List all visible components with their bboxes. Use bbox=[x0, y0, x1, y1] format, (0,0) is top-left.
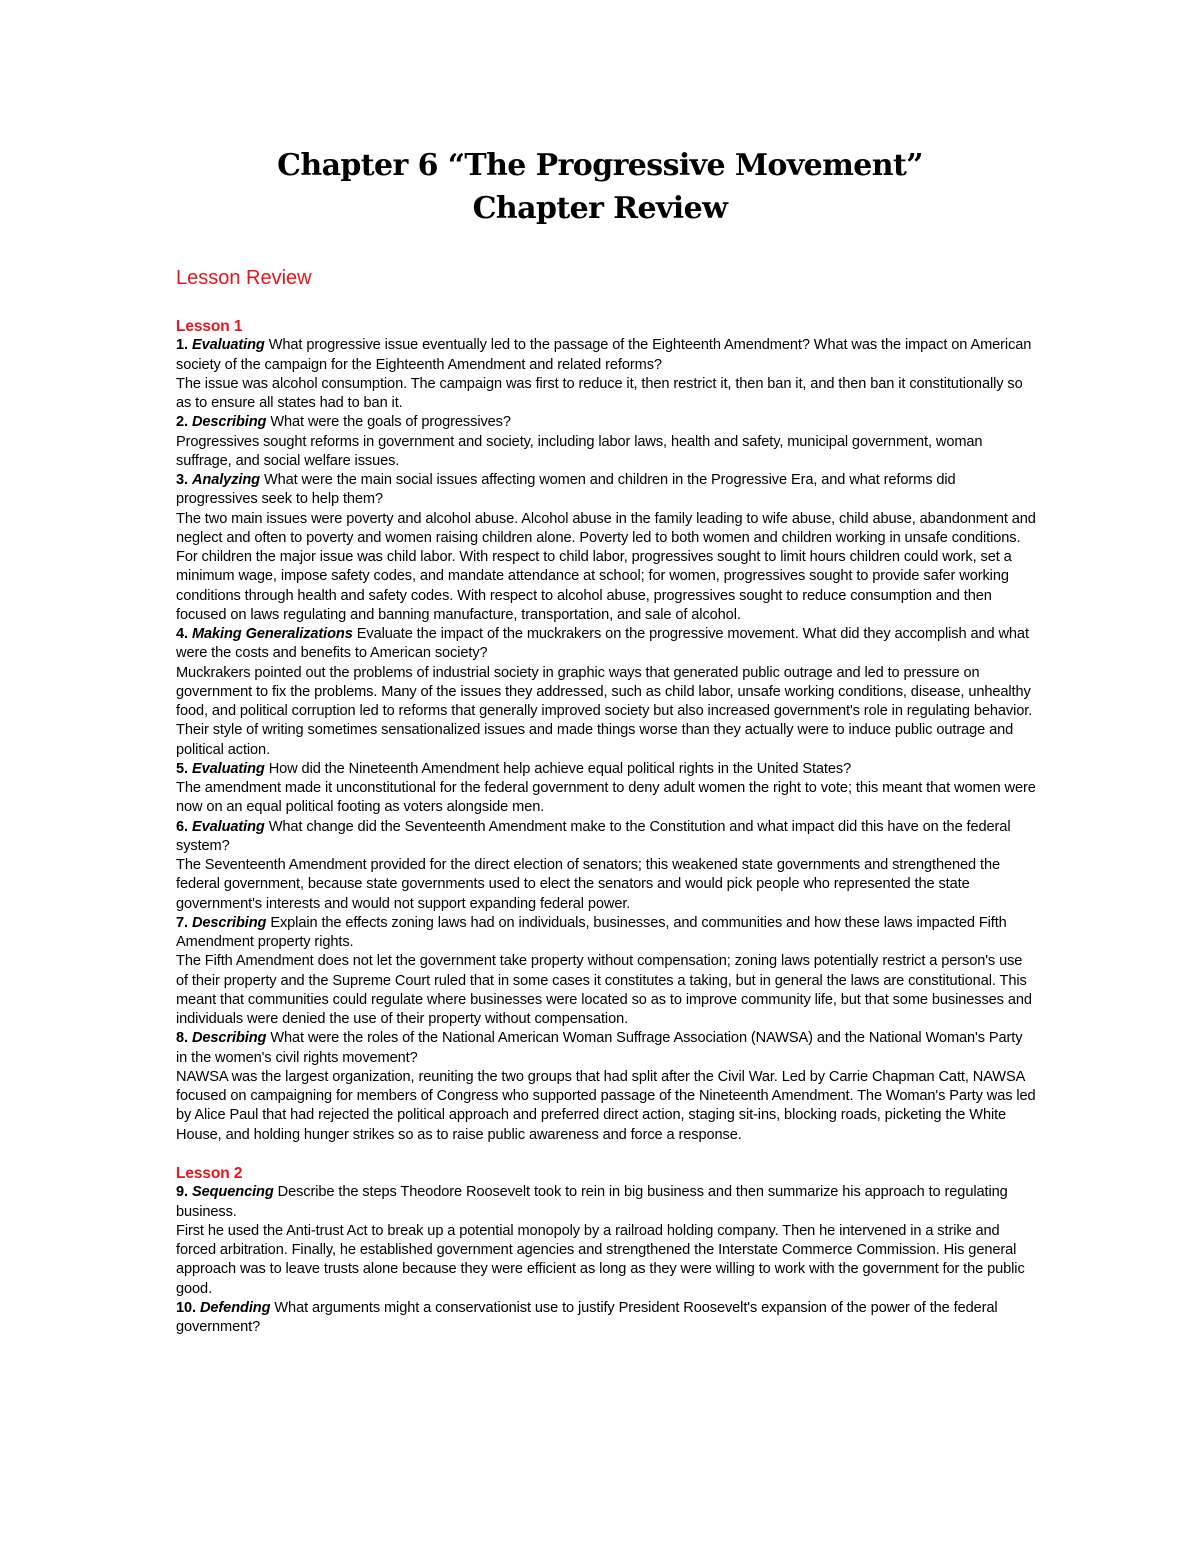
question-text: Explain the effects zoning laws had on individuals, businesses, and communities and how these laws impacted Fifth Amendment property rights. bbox=[176, 914, 1007, 950]
question-skill: Evaluating bbox=[191, 818, 265, 835]
question-skill: Describing bbox=[191, 414, 267, 431]
answer-9: First he used the Anti-trust Act to break up a potential monopoly by a railroad holding company. Then he intervened in a strike and forced arbitration. Finally, he established government agencies and strengthened the Interstate Commerce Commission. His general approach was to leave trusts alone because they were efficient as long as they were willing to work with the government for the public good. bbox=[176, 1222, 1025, 1297]
question-1 bbox=[176, 336, 1036, 375]
chapter-title-line-1: Chapter 6 “The Progressive Movement” bbox=[277, 148, 923, 183]
question-9 bbox=[176, 1183, 1036, 1222]
question-number: 2. bbox=[176, 414, 188, 431]
question-number: 9. bbox=[176, 1184, 188, 1201]
question-text: What were the goals of progressives? bbox=[266, 414, 511, 431]
lesson-spacer bbox=[176, 1145, 1036, 1164]
question-skill: Evaluating bbox=[191, 760, 265, 777]
answer-1: The issue was alcohol consumption. The campaign was first to reduce it, then restrict it, then ban it, and then ban it constitutionally so as to ensure all states had to ban it. bbox=[176, 375, 1023, 411]
question-3 bbox=[176, 471, 1036, 510]
lesson-review-heading: Lesson Review bbox=[176, 267, 312, 289]
question-4 bbox=[176, 625, 1036, 664]
question-skill: Making Generalizations bbox=[191, 626, 353, 642]
question-skill: Describing bbox=[191, 914, 267, 931]
question-number: 5. bbox=[176, 760, 188, 777]
question-5 bbox=[176, 760, 1036, 779]
question-skill: Sequencing bbox=[191, 1184, 274, 1201]
question-10 bbox=[176, 1299, 1036, 1338]
question-number: 7. bbox=[176, 914, 188, 931]
question-8 bbox=[176, 1029, 1036, 1068]
answer-6: The Seventeenth Amendment provided for the direct election of senators; this weakened state governments and strengthened the federal government, because state governments used to elect the senators and would pick people who represented the state government's interests and would not support expanding federal power. bbox=[176, 857, 1001, 912]
review-body bbox=[176, 317, 1036, 1337]
lesson-1-label: Lesson 1 bbox=[176, 318, 243, 335]
question-number: 10. bbox=[176, 1299, 196, 1316]
question-text: Evaluate the impact of the muckrakers on the progressive movement. What did they accomplish and what were the costs and benefits to American society? bbox=[176, 626, 1029, 662]
lesson-2-label: Lesson 2 bbox=[176, 1165, 243, 1182]
question-7 bbox=[176, 914, 1036, 953]
answer-3: The two main issues were poverty and alcohol abuse. Alcohol abuse in the family leading to wife abuse, child abuse, abandonment and neglect and often to poverty and women raising children alone. Poverty led to both women and children working in unsafe conditions. For children the major issue was child labor. With respect to child labor, progressives sought to limit hours children could work, set a minimum wage, impose safety codes, and mandate attendance at school; for women, progressives sought to provide safer working conditions through health and safety codes. With respect to alcohol abuse, progressives sought to reduce consumption and then focused on laws regulating and banning manufacture, transportation, and sale of alcohol. bbox=[176, 510, 1036, 623]
question-number: 4. bbox=[176, 626, 188, 642]
chapter-title-line-2: Chapter Review bbox=[472, 191, 728, 226]
chapter-title bbox=[176, 144, 1024, 230]
question-number: 8. bbox=[176, 1030, 188, 1047]
question-6 bbox=[176, 818, 1036, 857]
question-text: Describe the steps Theodore Roosevelt took to rein in big business and then summarize his approach to regulating business. bbox=[176, 1184, 1008, 1220]
question-number: 6. bbox=[176, 818, 188, 835]
answer-4: Muckrakers pointed out the problems of industrial society in graphic ways that generated public outrage and led to pressure on government to fix the problems. Many of the issues they addressed, such as child labor, unsafe working conditions, disease, unhealthy food, and political corruption led to reforms that generally improved society but also increased government's role in regulating behavior. Their style of writing sometimes sensationalized issues and made things worse than they actually were to induce public outrage and political action. bbox=[176, 664, 1033, 758]
question-text: What arguments might a conservationist use to justify President Roosevelt's expansion of the power of the federal government? bbox=[176, 1299, 998, 1335]
question-skill: Defending bbox=[199, 1299, 271, 1316]
answer-7: The Fifth Amendment does not let the government take property without compensation; zoning laws potentially restrict a person's use of their property and the Supreme Court ruled that in some cases it constitutes a taking, but in general the laws are constitutional. This meant that communities could regulate where businesses were located so as to improve community life, but that some businesses and individuals were denied the use of their property without compensation. bbox=[176, 953, 1032, 1027]
question-skill: Evaluating bbox=[191, 337, 265, 354]
question-skill: Describing bbox=[191, 1030, 267, 1047]
answer-5: The amendment made it unconstitutional for the federal government to deny adult women the right to vote; this meant that women were now on an equal political footing as voters alongside men. bbox=[176, 780, 1036, 816]
question-text: What were the roles of the National American Woman Suffrage Association (NAWSA) and the National Woman's Party in the women's civil rights movement? bbox=[176, 1030, 1023, 1066]
answer-8: NAWSA was the largest organization, reuniting the two groups that had split after the Civil War. Led by Carrie Chapman Catt, NAWSA focused on campaigning for members of Congress who supported passage of the Nineteenth Amendment. The Woman's Party was led by Alice Paul that had rejected the political approach and preferred direct action, staging sit-ins, blocking roads, picketing the White House, and holding hunger strikes so as to raise public awareness and force a response. bbox=[176, 1068, 1036, 1143]
question-text: What change did the Seventeenth Amendment make to the Constitution and what impact did this have on the federal system? bbox=[176, 818, 1011, 854]
question-text: How did the Nineteenth Amendment help achieve equal political rights in the United States? bbox=[264, 760, 852, 777]
question-2 bbox=[176, 413, 1036, 432]
question-text: What were the main social issues affecting women and children in the Progressive Era, and what reforms did progressives seek to help them? bbox=[176, 472, 956, 508]
question-number: 1. bbox=[176, 337, 188, 354]
question-skill: Analyzing bbox=[191, 472, 260, 488]
question-number: 3. bbox=[176, 472, 188, 488]
question-text: What progressive issue eventually led to the passage of the Eighteenth Amendment? What was the impact on American society of the campaign for the Eighteenth Amendment and related reforms? bbox=[176, 337, 1032, 373]
answer-2: Progressives sought reforms in government and society, including labor laws, health and safety, municipal government, woman suffrage, and social welfare issues. bbox=[176, 433, 983, 469]
